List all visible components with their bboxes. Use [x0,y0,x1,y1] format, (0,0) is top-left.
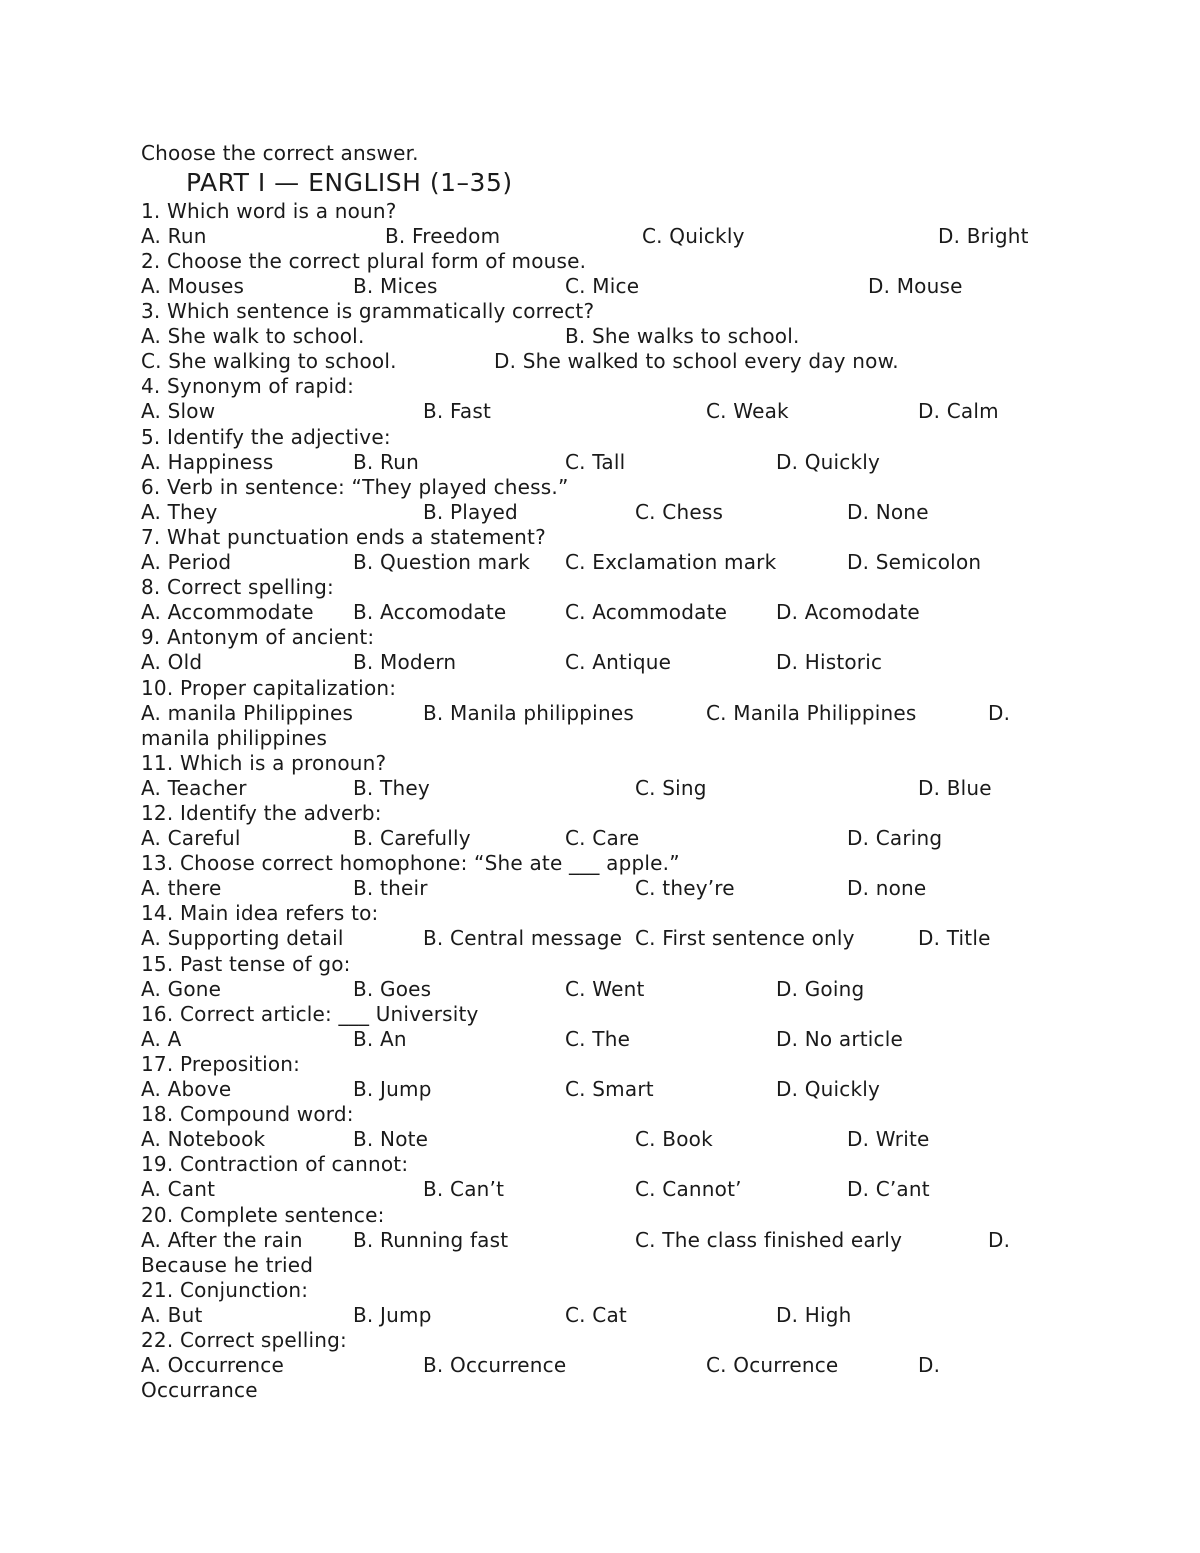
question-9-choice-b[interactable]: B. Modern [353,650,457,674]
question-14-choices-row [141,926,1041,951]
question-19-choice-b[interactable]: B. Can’t [423,1177,505,1201]
question-22-text: 22. Correct spelling: [141,1328,347,1352]
question-10-choice-a[interactable]: A. manila Philippines [141,701,354,725]
question-20-choice-d[interactable]: D. [988,1228,1011,1252]
question-16-choices-row [141,1027,1041,1052]
question-20-text: 20. Complete sentence: [141,1203,385,1227]
question-11-choice-b[interactable]: B. They [353,776,430,800]
question-15-text: 15. Past tense of go: [141,952,351,976]
question-10-choice-b[interactable]: B. Manila philippines [423,701,634,725]
question-4-choice-b[interactable]: B. Fast [423,399,492,423]
question-2-choices-row [141,274,1041,299]
question-9-choices-row [141,650,1041,675]
question-22-choice-d[interactable]: D. [918,1353,941,1377]
question-4-choices-row [141,399,1041,424]
question-5-choice-a[interactable]: A. Happiness [141,450,274,474]
question-19-text: 19. Contraction of cannot: [141,1152,409,1176]
question-5-choices-row [141,450,1041,475]
question-17-choice-a[interactable]: A. Above [141,1077,232,1101]
question-10-text: 10. Proper capitalization: [141,676,397,700]
question-3-choice-b[interactable]: B. She walks to school. [565,324,800,348]
question-10-choice-d-continued[interactable]: manila philippines [141,726,328,750]
question-14-choice-a[interactable]: A. Supporting detail [141,926,344,950]
question-12-text: 12. Identify the adverb: [141,801,382,825]
question-13-choice-d[interactable]: D. none [847,876,927,900]
question-11-choice-d[interactable]: D. Blue [918,776,992,800]
question-16-text: 16. Correct article: ___ University [141,1002,479,1026]
question-20-choice-d-continued[interactable]: Because he tried [141,1253,314,1277]
question-11-text: 11. Which is a pronoun? [141,751,387,775]
question-14-choice-b[interactable]: B. Central message [423,926,623,950]
question-18-choice-b[interactable]: B. Note [353,1127,429,1151]
question-19-choice-a[interactable]: A. Cant [141,1177,216,1201]
question-11-choice-c[interactable]: C. Sing [635,776,707,800]
question-18-choice-d[interactable]: D. Write [847,1127,930,1151]
question-19-choice-c[interactable]: C. Cannot’ [635,1177,742,1201]
question-22-choice-c[interactable]: C. Ocurrence [706,1353,839,1377]
question-10-choices-row [141,701,1041,726]
question-4-text: 4. Synonym of rapid: [141,374,355,398]
question-16-choice-c[interactable]: C. The [565,1027,631,1051]
question-7-choice-c[interactable]: C. Exclamation mark [565,550,777,574]
question-20-choice-c[interactable]: C. The class finished early [635,1228,903,1252]
question-2-choice-b[interactable]: B. Mices [353,274,438,298]
question-7-choice-a[interactable]: A. Period [141,550,232,574]
question-8-choice-b[interactable]: B. Accomodate [353,600,507,624]
question-17-choice-d[interactable]: D. Quickly [776,1077,881,1101]
question-8-choices-row [141,600,1041,625]
question-18-choice-a[interactable]: A. Notebook [141,1127,266,1151]
instructions: Choose the correct answer. [141,141,419,165]
question-16-choice-d[interactable]: D. No article [776,1027,904,1051]
question-2-choice-c[interactable]: C. Mice [565,274,640,298]
question-1-choice-b[interactable]: B. Freedom [385,224,501,248]
question-15-choice-c[interactable]: C. Went [565,977,645,1001]
question-10-choice-d[interactable]: D. [988,701,1011,725]
question-15-choice-d[interactable]: D. Going [776,977,865,1001]
question-6-choice-b[interactable]: B. Played [423,500,518,524]
question-14-choice-d[interactable]: D. Title [918,926,991,950]
question-1-choice-c[interactable]: C. Quickly [642,224,745,248]
question-12-choice-a[interactable]: A. Careful [141,826,241,850]
question-22-choices-row [141,1353,1041,1378]
question-11-choice-a[interactable]: A. Teacher [141,776,247,800]
question-13-choices-row [141,876,1041,901]
question-17-choice-c[interactable]: C. Smart [565,1077,654,1101]
question-10-choice-c[interactable]: C. Manila Philippines [706,701,917,725]
question-18-text: 18. Compound word: [141,1102,354,1126]
question-5-choice-b[interactable]: B. Run [353,450,419,474]
question-13-choice-c[interactable]: C. they’re [635,876,735,900]
question-17-text: 17. Preposition: [141,1052,301,1076]
question-11-choices-row [141,776,1041,801]
question-21-choice-b[interactable]: B. Jump [353,1303,432,1327]
question-17-choice-b[interactable]: B. Jump [353,1077,432,1101]
question-20-choice-b[interactable]: B. Running fast [353,1228,509,1252]
question-4-choice-a[interactable]: A. Slow [141,399,216,423]
question-7-choices-row [141,550,1041,575]
question-3-choice-a[interactable]: A. She walk to school. [141,324,365,348]
question-12-choice-c[interactable]: C. Care [565,826,640,850]
question-21-choice-c[interactable]: C. Cat [565,1303,627,1327]
question-6-choice-c[interactable]: C. Chess [635,500,724,524]
question-6-choice-a[interactable]: A. They [141,500,218,524]
question-16-choice-a[interactable]: A. A [141,1027,182,1051]
question-9-choice-c[interactable]: C. Antique [565,650,672,674]
question-12-choice-d[interactable]: D. Caring [847,826,943,850]
question-17-choices-row [141,1077,1041,1102]
question-15-choice-b[interactable]: B. Goes [353,977,432,1001]
question-20-choice-a[interactable]: A. After the rain [141,1228,303,1252]
question-5-choice-c[interactable]: C. Tall [565,450,626,474]
question-18-choices-row [141,1127,1041,1152]
question-9-text: 9. Antonym of ancient: [141,625,375,649]
question-4-choice-d[interactable]: D. Calm [918,399,999,423]
question-13-text: 13. Choose correct homophone: “She ate ___ apple.” [141,851,680,875]
question-22-choice-b[interactable]: B. Occurrence [423,1353,567,1377]
question-21-text: 21. Conjunction: [141,1278,309,1302]
question-21-choice-a[interactable]: A. But [141,1303,203,1327]
question-16-choice-b[interactable]: B. An [353,1027,407,1051]
question-20-choices-row [141,1228,1041,1253]
question-22-choice-d-continued[interactable]: Occurrance [141,1378,258,1402]
question-6-choices-row [141,500,1041,525]
question-12-choices-row [141,826,1041,851]
question-8-choice-d[interactable]: D. Acomodate [776,600,920,624]
question-14-text: 14. Main idea refers to: [141,901,379,925]
question-7-choice-b[interactable]: B. Question mark [353,550,530,574]
part-title: PART I — ENGLISH (1–35) [186,168,513,197]
question-15-choices-row [141,977,1041,1002]
question-13-choice-a[interactable]: A. there [141,876,222,900]
question-3-choice-d[interactable]: D. She walked to school every day now. [494,349,899,373]
question-6-choice-d[interactable]: D. None [847,500,929,524]
question-19-choice-d[interactable]: D. C’ant [847,1177,930,1201]
question-8-text: 8. Correct spelling: [141,575,334,599]
question-8-choice-a[interactable]: A. Accommodate [141,600,314,624]
question-3-choices-row [141,349,1041,374]
question-5-choice-d[interactable]: D. Quickly [776,450,881,474]
question-1-choices-row [141,224,1041,249]
question-19-choices-row [141,1177,1041,1202]
question-15-choice-a[interactable]: A. Gone [141,977,222,1001]
question-9-choice-a[interactable]: A. Old [141,650,203,674]
question-1-choice-d[interactable]: D. Bright [938,224,1029,248]
question-1-text: 1. Which word is a noun? [141,199,397,223]
question-3-choices-row [141,324,1041,349]
question-4-choice-c[interactable]: C. Weak [706,399,789,423]
question-21-choices-row [141,1303,1041,1328]
question-9-choice-d[interactable]: D. Historic [776,650,883,674]
question-5-text: 5. Identify the adjective: [141,425,391,449]
question-7-text: 7. What punctuation ends a statement? [141,525,546,549]
question-21-choice-d[interactable]: D. High [776,1303,852,1327]
question-3-choice-c[interactable]: C. She walking to school. [141,349,397,373]
question-2-choice-a[interactable]: A. Mouses [141,274,245,298]
question-7-choice-d[interactable]: D. Semicolon [847,550,982,574]
question-12-choice-b[interactable]: B. Carefully [353,826,471,850]
question-2-choice-d[interactable]: D. Mouse [868,274,963,298]
question-1-choice-a[interactable]: A. Run [141,224,207,248]
question-2-text: 2. Choose the correct plural form of mouse. [141,249,587,273]
question-6-text: 6. Verb in sentence: “They played chess.” [141,475,569,499]
question-3-text: 3. Which sentence is grammatically correct? [141,299,595,323]
question-8-choice-c[interactable]: C. Acommodate [565,600,728,624]
question-22-choice-a[interactable]: A. Occurrence [141,1353,284,1377]
question-14-choice-c[interactable]: C. First sentence only [635,926,855,950]
question-18-choice-c[interactable]: C. Book [635,1127,713,1151]
question-13-choice-b[interactable]: B. their [353,876,428,900]
